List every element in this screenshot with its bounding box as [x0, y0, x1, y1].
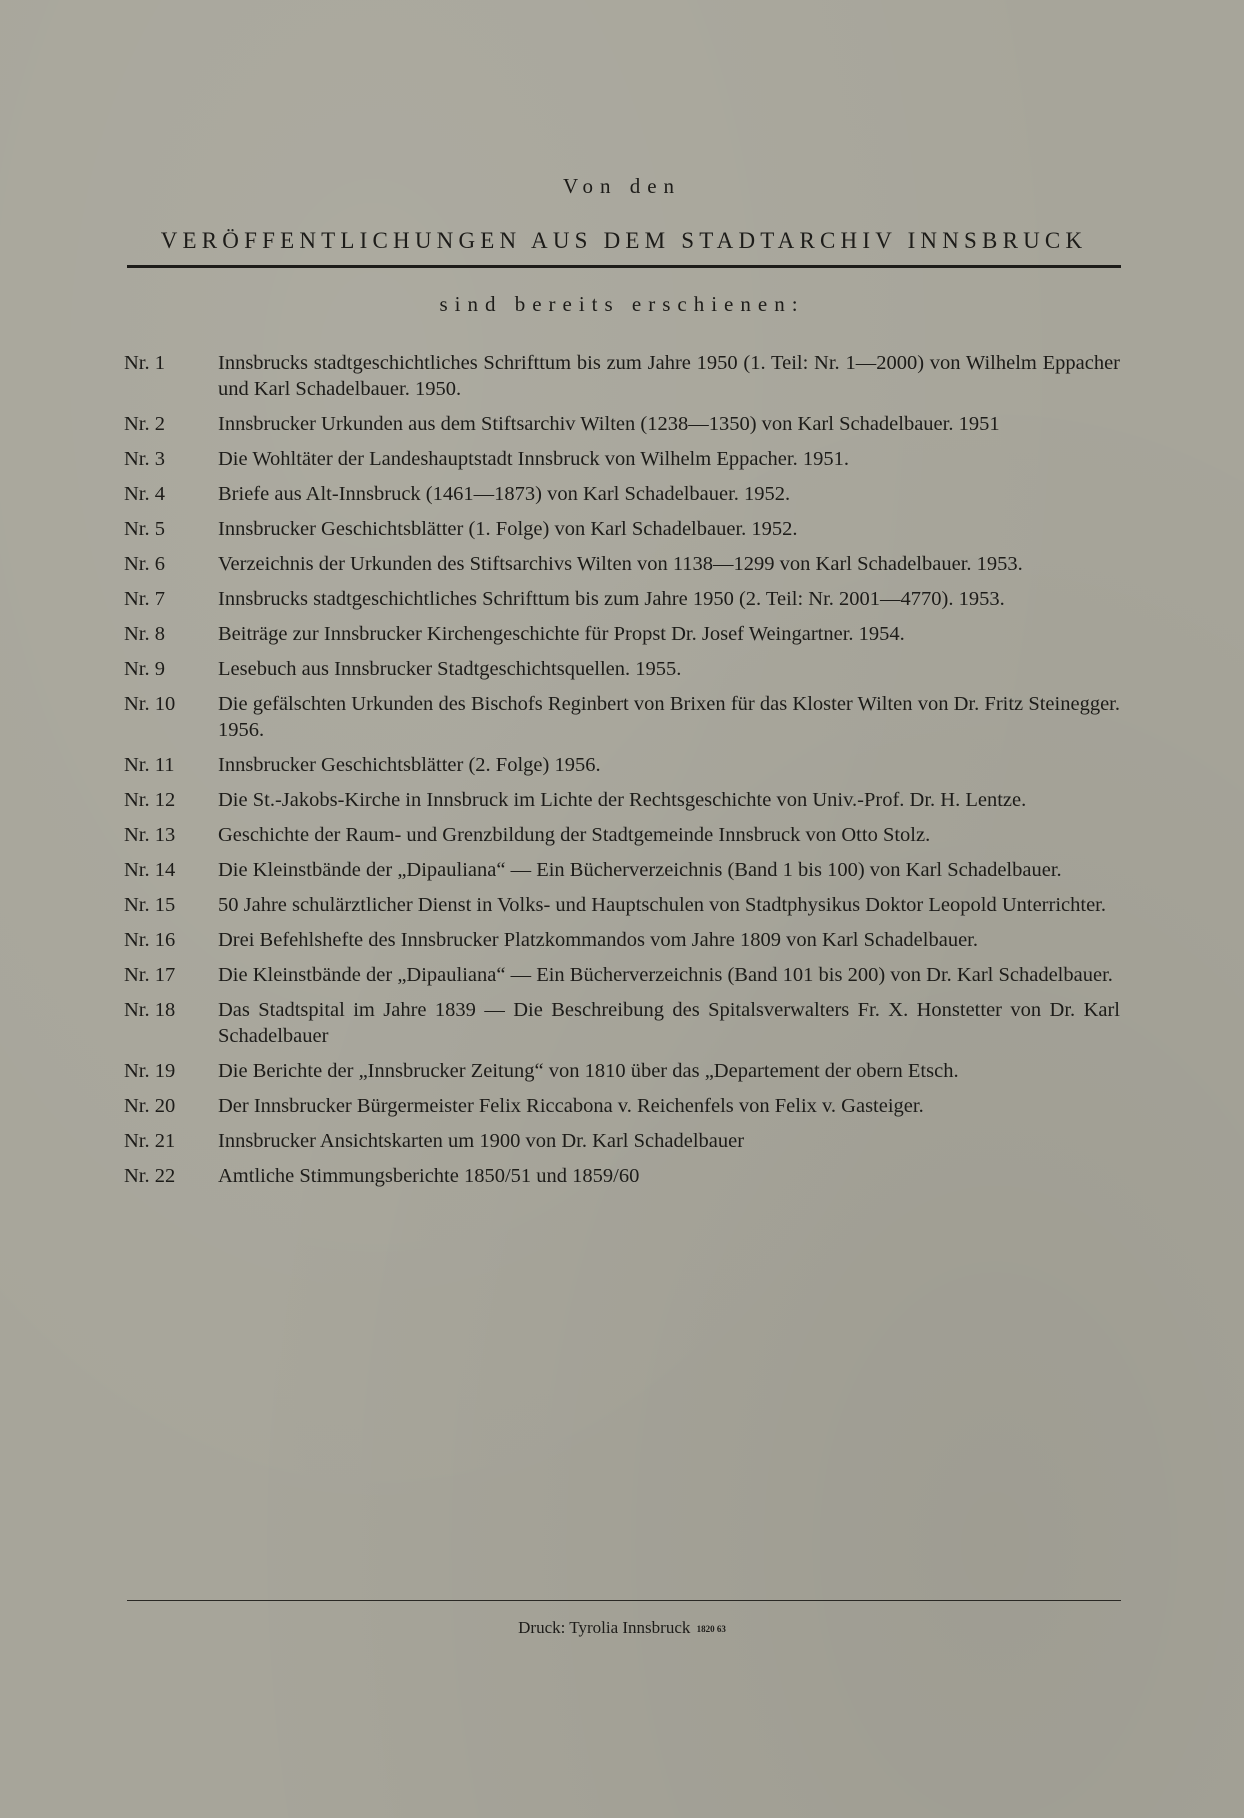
entry-text: Amtliche Stimmungsberichte 1850/51 und 1859/60: [218, 1165, 640, 1187]
entry-text: Verzeichnis der Urkunden des Stiftsarchivs Wilten von 1138—1299 von Karl Schadelbauer. 1953.: [218, 553, 1023, 575]
entry-number: Nr. 13: [124, 824, 176, 846]
list-item: [124, 481, 1120, 507]
entry-text: Innsbrucks stadtgeschichtliches Schrifttum bis zum Jahre 1950 (1. Teil: Nr. 1—2000) von Wilhelm Eppacher und Karl Schadelbauer. 1950.: [218, 352, 1120, 400]
entry-text: Lesebuch aus Innsbrucker Stadtgeschichtsquellen. 1955.: [218, 658, 682, 680]
entry-number: Nr. 21: [124, 1130, 176, 1152]
entry-text: Die Berichte der „Innsbrucker Zeitung“ von 1810 über das „Departement der obern Etsch.: [218, 1060, 959, 1082]
list-item: [124, 997, 1120, 1049]
entry-text: Beiträge zur Innsbrucker Kirchengeschichte für Propst Dr. Josef Weingartner. 1954.: [218, 623, 905, 645]
entry-text: Innsbrucker Urkunden aus dem Stiftsarchiv Wilten (1238—1350) von Karl Schadelbauer. 1951: [218, 413, 1000, 435]
publication-list: [124, 350, 1120, 1198]
list-item: [124, 691, 1120, 743]
list-item: [124, 752, 1120, 778]
list-item: [124, 446, 1120, 472]
list-item: [124, 1058, 1120, 1084]
entry-number: Nr. 14: [124, 859, 176, 881]
entry-text: Innsbrucker Geschichtsblätter (1. Folge) von Karl Schadelbauer. 1952.: [218, 518, 798, 540]
entry-number: Nr. 20: [124, 1095, 176, 1117]
list-item: [124, 787, 1120, 813]
entry-text: Die St.-Jakobs-Kirche in Innsbruck im Lichte der Rechtsgeschichte von Univ.-Prof. Dr. H. Lentze.: [218, 789, 1027, 811]
entry-number: Nr. 8: [124, 623, 165, 645]
intro-heading: Von den: [562, 174, 682, 198]
entry-text: Innsbrucker Ansichtskarten um 1900 von Dr. Karl Schadelbauer: [218, 1130, 745, 1152]
footer-divider: [127, 1600, 1121, 1601]
entry-number: Nr. 17: [124, 964, 176, 986]
entry-text: Die gefälschten Urkunden des Bischofs Reginbert von Brixen für das Kloster Wilten von Dr. Fritz Steinegger. 1956.: [218, 693, 1120, 741]
entry-number: Nr. 15: [124, 894, 176, 916]
list-item: [124, 621, 1120, 647]
entry-number: Nr. 16: [124, 929, 176, 951]
entry-text: Drei Befehlshefte des Innsbrucker Platzkommandos vom Jahre 1809 von Karl Schadelbauer.: [218, 929, 978, 951]
entry-number: Nr. 1: [124, 352, 165, 374]
list-item: [124, 350, 1120, 402]
list-item: [124, 516, 1120, 542]
list-item: [124, 822, 1120, 848]
list-item: [124, 857, 1120, 883]
entry-text: 50 Jahre schulärztlicher Dienst in Volks- und Hauptschulen von Stadtphysikus Doktor Leopold Unterrichter.: [218, 894, 1106, 916]
print-code: 1820 63: [696, 1624, 726, 1635]
entry-number: Nr. 4: [124, 483, 165, 505]
entry-number: Nr. 6: [124, 553, 165, 575]
entry-number: Nr. 10: [124, 693, 176, 715]
entry-text: Der Innsbrucker Bürgermeister Felix Riccabona v. Reichenfels von Felix v. Gasteiger.: [218, 1095, 924, 1117]
entry-number: Nr. 12: [124, 789, 176, 811]
list-item: [124, 962, 1120, 988]
entry-number: Nr. 7: [124, 588, 165, 610]
series-title: VERÖFFENTLICHUNGEN AUS DEM STADTARCHIV INNSBRUCK: [160, 228, 1088, 253]
printer-imprint: [0, 1618, 1244, 1638]
list-item: [124, 1163, 1120, 1189]
list-item: [124, 1093, 1120, 1119]
entry-text: Briefe aus Alt-Innsbruck (1461—1873) von Karl Schadelbauer. 1952.: [218, 483, 791, 505]
entry-number: Nr. 18: [124, 999, 176, 1021]
list-item: [124, 411, 1120, 437]
entry-number: Nr. 19: [124, 1060, 176, 1082]
list-item: [124, 927, 1120, 953]
subtitle-heading: sind bereits erschienen:: [439, 292, 805, 316]
entry-text: Geschichte der Raum- und Grenzbildung der Stadtgemeinde Innsbruck von Otto Stolz.: [218, 824, 931, 846]
entry-text: Die Kleinstbände der „Dipauliana“ — Ein Bücherverzeichnis (Band 1 bis 100) von Karl Schadelbauer.: [218, 859, 1062, 881]
title-underline: [127, 265, 1121, 268]
entry-number: Nr. 22: [124, 1165, 176, 1187]
list-item: [124, 586, 1120, 612]
entry-number: Nr. 5: [124, 518, 165, 540]
entry-number: Nr. 11: [124, 754, 175, 776]
entry-text: Die Wohltäter der Landeshauptstadt Innsbruck von Wilhelm Eppacher. 1951.: [218, 448, 849, 470]
entry-text: Innsbrucker Geschichtsblätter (2. Folge) 1956.: [218, 754, 601, 776]
entry-text: Das Stadtspital im Jahre 1839 — Die Beschreibung des Spitalsverwalters Fr. X. Honstetter von Dr. Karl Schadelbauer: [218, 999, 1120, 1047]
printer-name: Druck: Tyrolia Innsbruck: [518, 1618, 691, 1637]
entry-text: Innsbrucks stadtgeschichtliches Schrifttum bis zum Jahre 1950 (2. Teil: Nr. 2001—4770). 1953.: [218, 588, 1005, 610]
entry-number: Nr. 2: [124, 413, 165, 435]
list-item: [124, 656, 1120, 682]
entry-text: Die Kleinstbände der „Dipauliana“ — Ein Bücherverzeichnis (Band 101 bis 200) von Dr. Karl Schadelbauer.: [218, 964, 1113, 986]
list-item: [124, 892, 1120, 918]
list-item: [124, 1128, 1120, 1154]
list-item: [124, 551, 1120, 577]
entry-number: Nr. 9: [124, 658, 165, 680]
entry-number: Nr. 3: [124, 448, 165, 470]
